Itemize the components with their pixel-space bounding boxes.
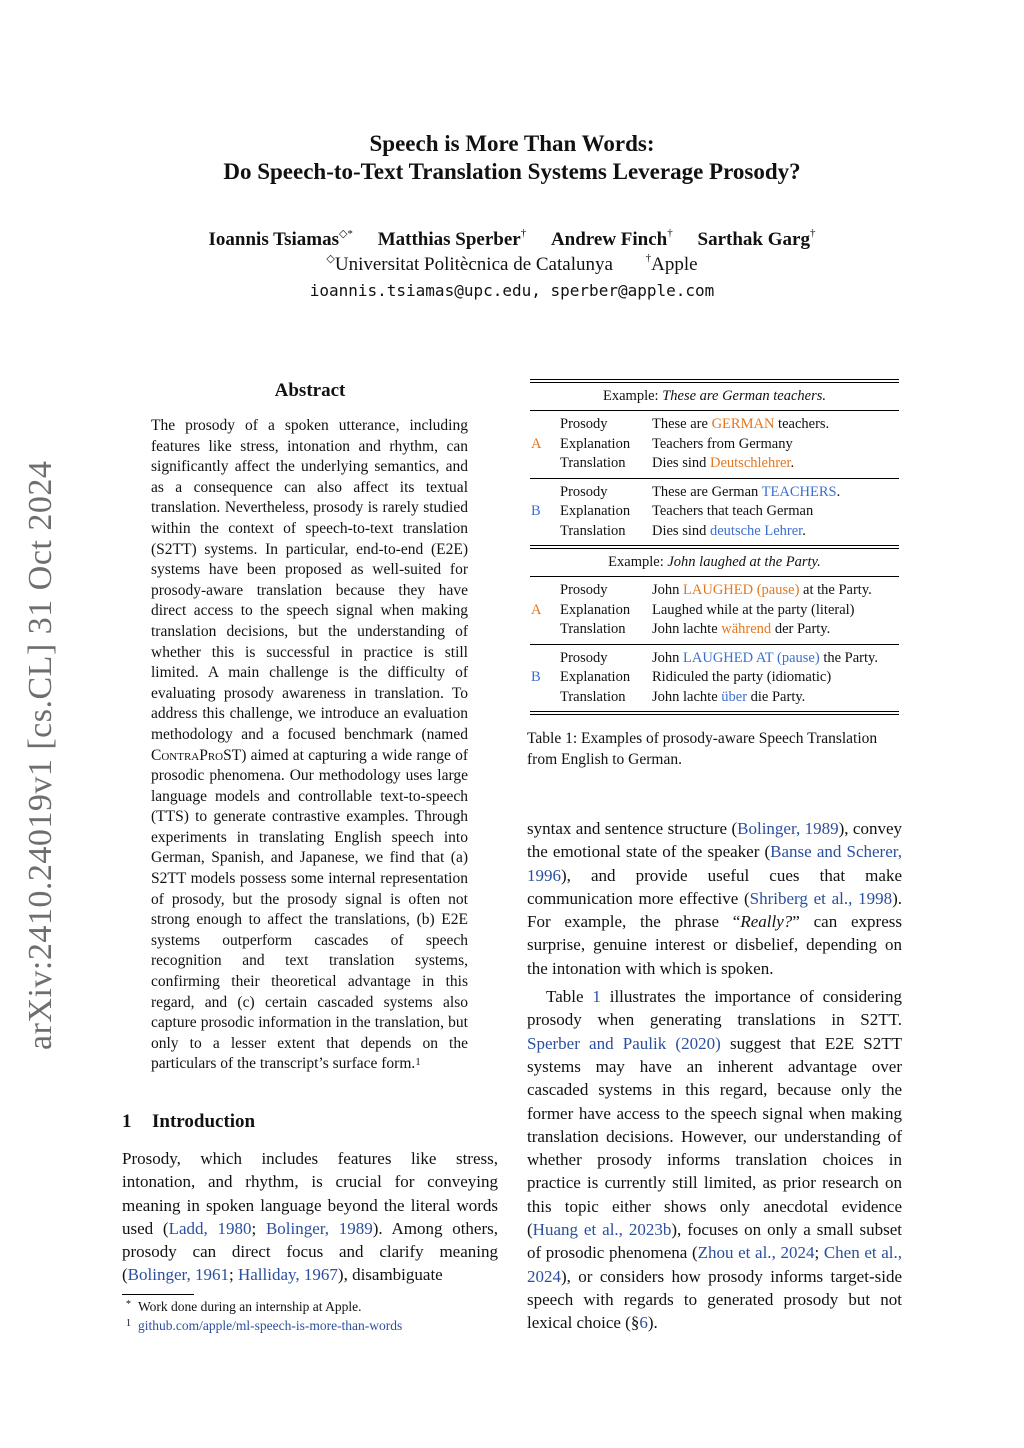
paper-title — [0, 130, 1024, 186]
author: Ioannis Tsiamas◇* — [208, 228, 353, 250]
section-heading-introduction: 1 Introduction — [122, 1111, 256, 1132]
table-row: Prosody These are German TEACHERS. — [560, 483, 841, 500]
table-row: A Explanation Teachers from Germany — [530, 435, 899, 455]
introduction-body: Prosody, which includes features like stress, intonation, and rhythm, is crucial for conveying meaning in spoken language beyond the literal words used (Ladd, 1980; Bolinger, 1989). Among others, prosody can direct focus and clarify meaning (Bolinger, 1961; Halliday, 1967), disambiguate — [122, 1149, 498, 1285]
table-row: Translation Dies sind Deutschlehrer. — [560, 455, 795, 471]
table-row: Prosody John LAUGHED AT (pause) the Party. — [560, 649, 878, 666]
group-letter: B — [531, 503, 541, 519]
section-reference-link[interactable]: 6 — [639, 1313, 648, 1333]
author-list — [0, 229, 1024, 251]
example-group — [530, 577, 899, 644]
footnote-divider — [122, 1294, 194, 1295]
abstract-body: The prosody of a spoken utterance, including features like stress, intonation and rhythm, can significantly affect the underlying semantics, and as a consequence can also affect its textual translation. Nevertheless, prosody is rarely studied within the context of speech-to-text translation (S2TT) systems. In particular, end-to-end (E2E) systems have been proposed as well-suited for prosody-aware translation because they have direct access to the speech signal when making translation decisions, but the understanding of whether this is successful in practice is still limited. A main challenge is the difficulty of evaluating prosody awareness in translation. To address this challenge, we introduce an evaluation methodology and a focused benchmark (named ContraProST) aimed at capturing a wide range of prosodic phenomena. Our methodology uses large language models and controllable text-to-speech (TTS) to generate contrastive examples. Through experiments in translating English speech into German, Spanish, and Japanese, we find that (a) S2TT models possess some internal representation of prosody, but the prosody signal is often not strong enough to affect the translations, (b) E2E systems outperform cascades of speech recognition and text translation systems, confirming their theoretical advantage in this regard, and (c) certain cascaded systems also capture prosodic information in the translation, but only to a lesser extent that depends on the particulars of the transcript’s surface form.$^1$ — [151, 417, 468, 1073]
affiliation: †Apple — [645, 252, 698, 275]
group-letter: A — [531, 601, 542, 618]
affiliation: ◇Universitat Politècnica de Catalunya — [326, 253, 613, 275]
affiliations — [0, 254, 1024, 276]
citation-link[interactable]: Halliday, 1967 — [237, 1265, 338, 1285]
example-group — [530, 645, 899, 712]
footnote-ref[interactable]: 1 — [415, 1056, 421, 1069]
author: Sarthak Garg† — [697, 227, 816, 250]
table-reference-link[interactable]: 1 — [592, 987, 601, 1007]
footnote: * Work done during an internship at Apple. — [126, 1299, 362, 1314]
author: Andrew Finch† — [550, 227, 673, 250]
title-line-2: Do Speech-to-Text Translation Systems Leverage Prosody? — [223, 159, 801, 184]
arxiv-identifier-stamp: arXiv:2410.24019v1 [cs.CL] 31 Oct 2024 — [22, 460, 59, 1050]
footnote: 1 github.com/apple/ml-speech-is-more-than-words — [126, 1318, 403, 1333]
table-row: Translation John lachte während der Party. — [560, 621, 831, 637]
paragraph: Table 1 illustrates the importance of considering prosody when generating translations in S2TT. Sperber and Paulik (2020) suggest that E2E S2TT systems may have an inherent advantage over cascaded systems in this regard, because only the former have access to the speech signal when making translation decisions. However, our understanding of whether prosody informs translation choices in practice is currently still limited, as prior research on this topic either shows only anecdotal evidence (Huang et al., 2023b), focuses on only a small subset of prosodic phenomena (Zhou et al., 2024; Chen et al., 2024), or considers how prosody informs target-side speech with regards to generated prosody but not lexical choice (§6). — [527, 987, 903, 1333]
footnotes — [122, 1297, 402, 1335]
github-link[interactable]: github.com/apple/ml-speech-is-more-than-words — [138, 1318, 403, 1333]
table-caption: Table 1: Examples of prosody-aware Speech Translation from English to German. — [527, 730, 878, 768]
table-row: B Explanation Ridiculed the party (idiomatic) — [530, 668, 899, 688]
example-header: Example: These are German teachers. — [603, 388, 826, 404]
example-group — [530, 479, 899, 546]
table-1 — [530, 379, 899, 715]
citation-link[interactable]: Ladd, 1980 — [168, 1218, 252, 1238]
table-row: B Explanation Teachers that teach German — [530, 502, 899, 522]
example-group — [530, 411, 899, 478]
citation-link[interactable]: Chen et al., 2024 — [527, 1243, 902, 1286]
group-letter: B — [531, 669, 541, 685]
table-row: Prosody John LAUGHED (pause) at the Party. — [560, 582, 872, 598]
table-row: Translation John lachte über die Party. — [560, 688, 806, 705]
citation-link[interactable]: Banse and Scherer, 1996 — [527, 842, 902, 885]
paragraph: syntax and sentence structure (Bolinger, 1989), convey the emotional state of the speaker (Banse and Scherer, 1996), and provide useful cues that make communication more effective (Shriberg et al., 1998). For example, the phrase “Really?” can express surprise, genuine interest or disbelief, depending on the intonation with which is spoken. — [527, 819, 902, 978]
table-row: A Explanation Laughed while at the party (literal) — [530, 601, 899, 621]
citation-link[interactable]: Shriberg et al., 1998 — [749, 888, 893, 908]
right-column-body — [527, 817, 902, 1335]
citation-link[interactable]: Bolinger, 1989 — [737, 819, 839, 838]
citation-link[interactable]: Bolinger, 1961 — [127, 1265, 229, 1285]
citation-link[interactable]: Zhou et al., 2024 — [697, 1243, 815, 1263]
table-rule — [530, 711, 899, 715]
table-row: Prosody These are GERMAN teachers. — [560, 416, 830, 432]
abstract-heading: Abstract — [274, 380, 346, 401]
benchmark-name: ContraProST — [151, 746, 242, 764]
author: Matthias Sperber† — [377, 227, 527, 250]
group-letter: A — [531, 435, 542, 452]
author-emails: ioannis.tsiamas@upc.edu, sperber@apple.com — [309, 281, 715, 300]
title-line-1: Speech is More Than Words: — [369, 131, 655, 156]
citation-link[interactable]: Huang et al., 2023b — [532, 1220, 672, 1240]
table-row: Translation Dies sind deutsche Lehrer. — [560, 522, 806, 539]
citation-link[interactable]: Bolinger, 1989 — [265, 1218, 373, 1238]
example-header: Example: John laughed at the Party. — [608, 554, 821, 570]
citation-link[interactable]: Sperber and Paulik (2020) — [527, 1033, 721, 1053]
